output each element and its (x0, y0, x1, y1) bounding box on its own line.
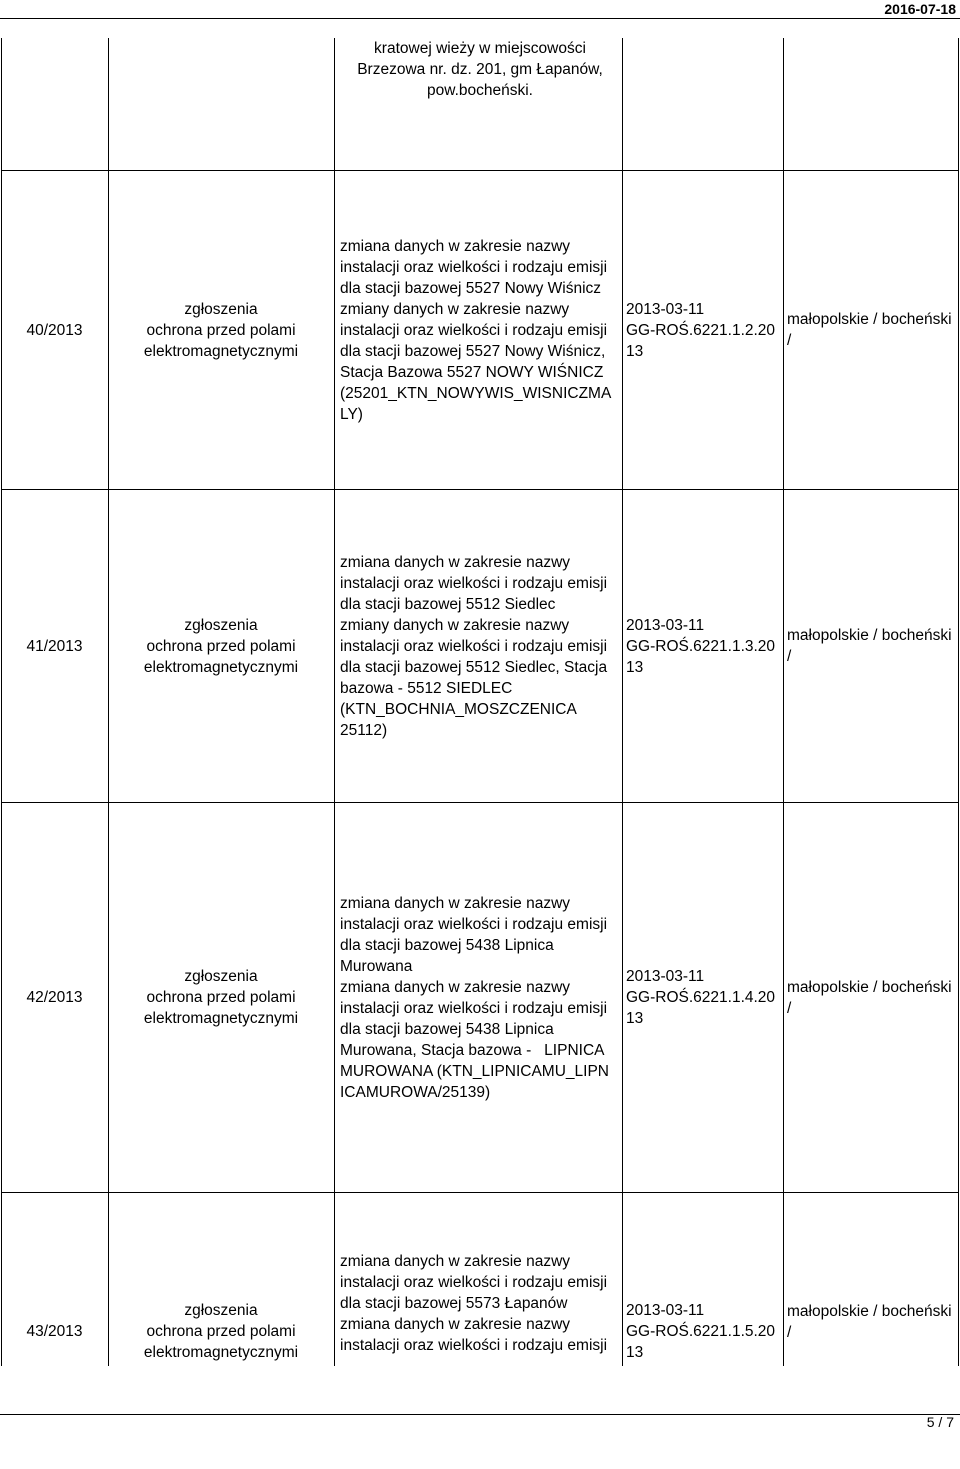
type-text: zgłoszenia ochrona przed polami elektromagnetycznymi (143, 968, 299, 1027)
description-cell (340, 171, 620, 489)
type-cell (108, 803, 334, 1192)
type-cell (108, 171, 334, 489)
type-cell (108, 1193, 334, 1469)
column-divider (622, 38, 623, 1366)
entry-number: 43/2013 (26, 1322, 83, 1340)
type-text: zgłoszenia ochrona przed polami elektromagnetycznymi (143, 300, 299, 360)
entry-number: 41/2013 (26, 637, 83, 655)
description-text: kratowej wieży w miejscowości Brzezowa nr. dz. 201, gm Łapanów, pow.bocheński. (357, 40, 603, 99)
date-sign-cell: 2013-03-11 GG-ROŚ.6221.1.2.20 13 (626, 300, 776, 360)
column-divider (334, 38, 335, 1366)
column-divider (783, 38, 784, 1366)
description-text: zmiana danych w zakresie nazwy instalacji oraz wielkości i rodzaju emisji dla stacji bazowej 5438 Lipnica Murowana zmiana danych w zakresie nazwy instalacji oraz wielkości i rodzaju emisji dla stacji bazowej 5438 Lipnica Murowana, Stacja bazowa - LIPNICA MUROWANA (KTN_LIPNICAMU_LIPN ICAMUROWA/25139) (340, 894, 609, 1101)
header-rule (0, 18, 960, 19)
description-cell (340, 803, 620, 1192)
footer-rule (0, 1414, 960, 1415)
location-cell: małopolskie / bocheński / (787, 978, 952, 1017)
date-sign-cell: 2013-03-11 GG-ROŚ.6221.1.5.20 13 (626, 1301, 776, 1361)
entry-number: 42/2013 (26, 989, 83, 1006)
description-text: zmiana danych w zakresie nazwy instalacji oraz wielkości i rodzaju emisji dla stacji bazowej 5527 Nowy Wiśnicz zmiany danych w zakresie nazwy instalacji oraz wielkości i rodzaju emisji dla stacji bazowej 5527 Nowy Wiśnicz, Stacja Bazowa 5527 NOWY WIŚNICZ (25201_KTN_NOWYWIS_WISNICZMA LY) (340, 237, 612, 423)
description-cell (340, 490, 620, 802)
description-cell (340, 1251, 620, 1361)
date-sign-cell: 2013-03-11 GG-ROŚ.6221.1.3.20 13 (626, 616, 776, 676)
description-text: zmiana danych w zakresie nazwy instalacji oraz wielkości i rodzaju emisji dla stacji bazowej 5512 Siedlec zmiany danych w zakresie nazwy instalacji oraz wielkości i rodzaju emisji dla stacji bazowej 5512 Siedlec, Stacja bazowa - 5512 SIEDLEC (KTN_BOCHNIA_MOSZCZENICA 25112) (340, 553, 608, 739)
entry-number: 40/2013 (26, 321, 83, 339)
date-sign-cell: 2013-03-11 GG-ROŚ.6221.1.4.20 13 (626, 968, 776, 1027)
description-cell (340, 38, 620, 118)
location-cell: małopolskie / bocheński / (787, 311, 952, 349)
location-cell: małopolskie / bocheński / (787, 1303, 952, 1341)
page-number: 5 / 7 (926, 1414, 954, 1430)
type-text: zgłoszenia ochrona przed polami elektromagnetycznymi (143, 616, 299, 676)
page-header-date: 2016-07-18 (884, 1, 956, 17)
description-text: zmiana danych w zakresie nazwy instalacji oraz wielkości i rodzaju emisji dla stacji bazowej 5573 Łapanów zmiana danych w zakresie nazwy instalacji oraz wielkości i rodzaju emisji (340, 1253, 608, 1354)
location-cell: małopolskie / bocheński / (787, 627, 952, 665)
type-cell (108, 490, 334, 802)
type-text: zgłoszenia ochrona przed polami elektromagnetycznymi (143, 1301, 299, 1361)
